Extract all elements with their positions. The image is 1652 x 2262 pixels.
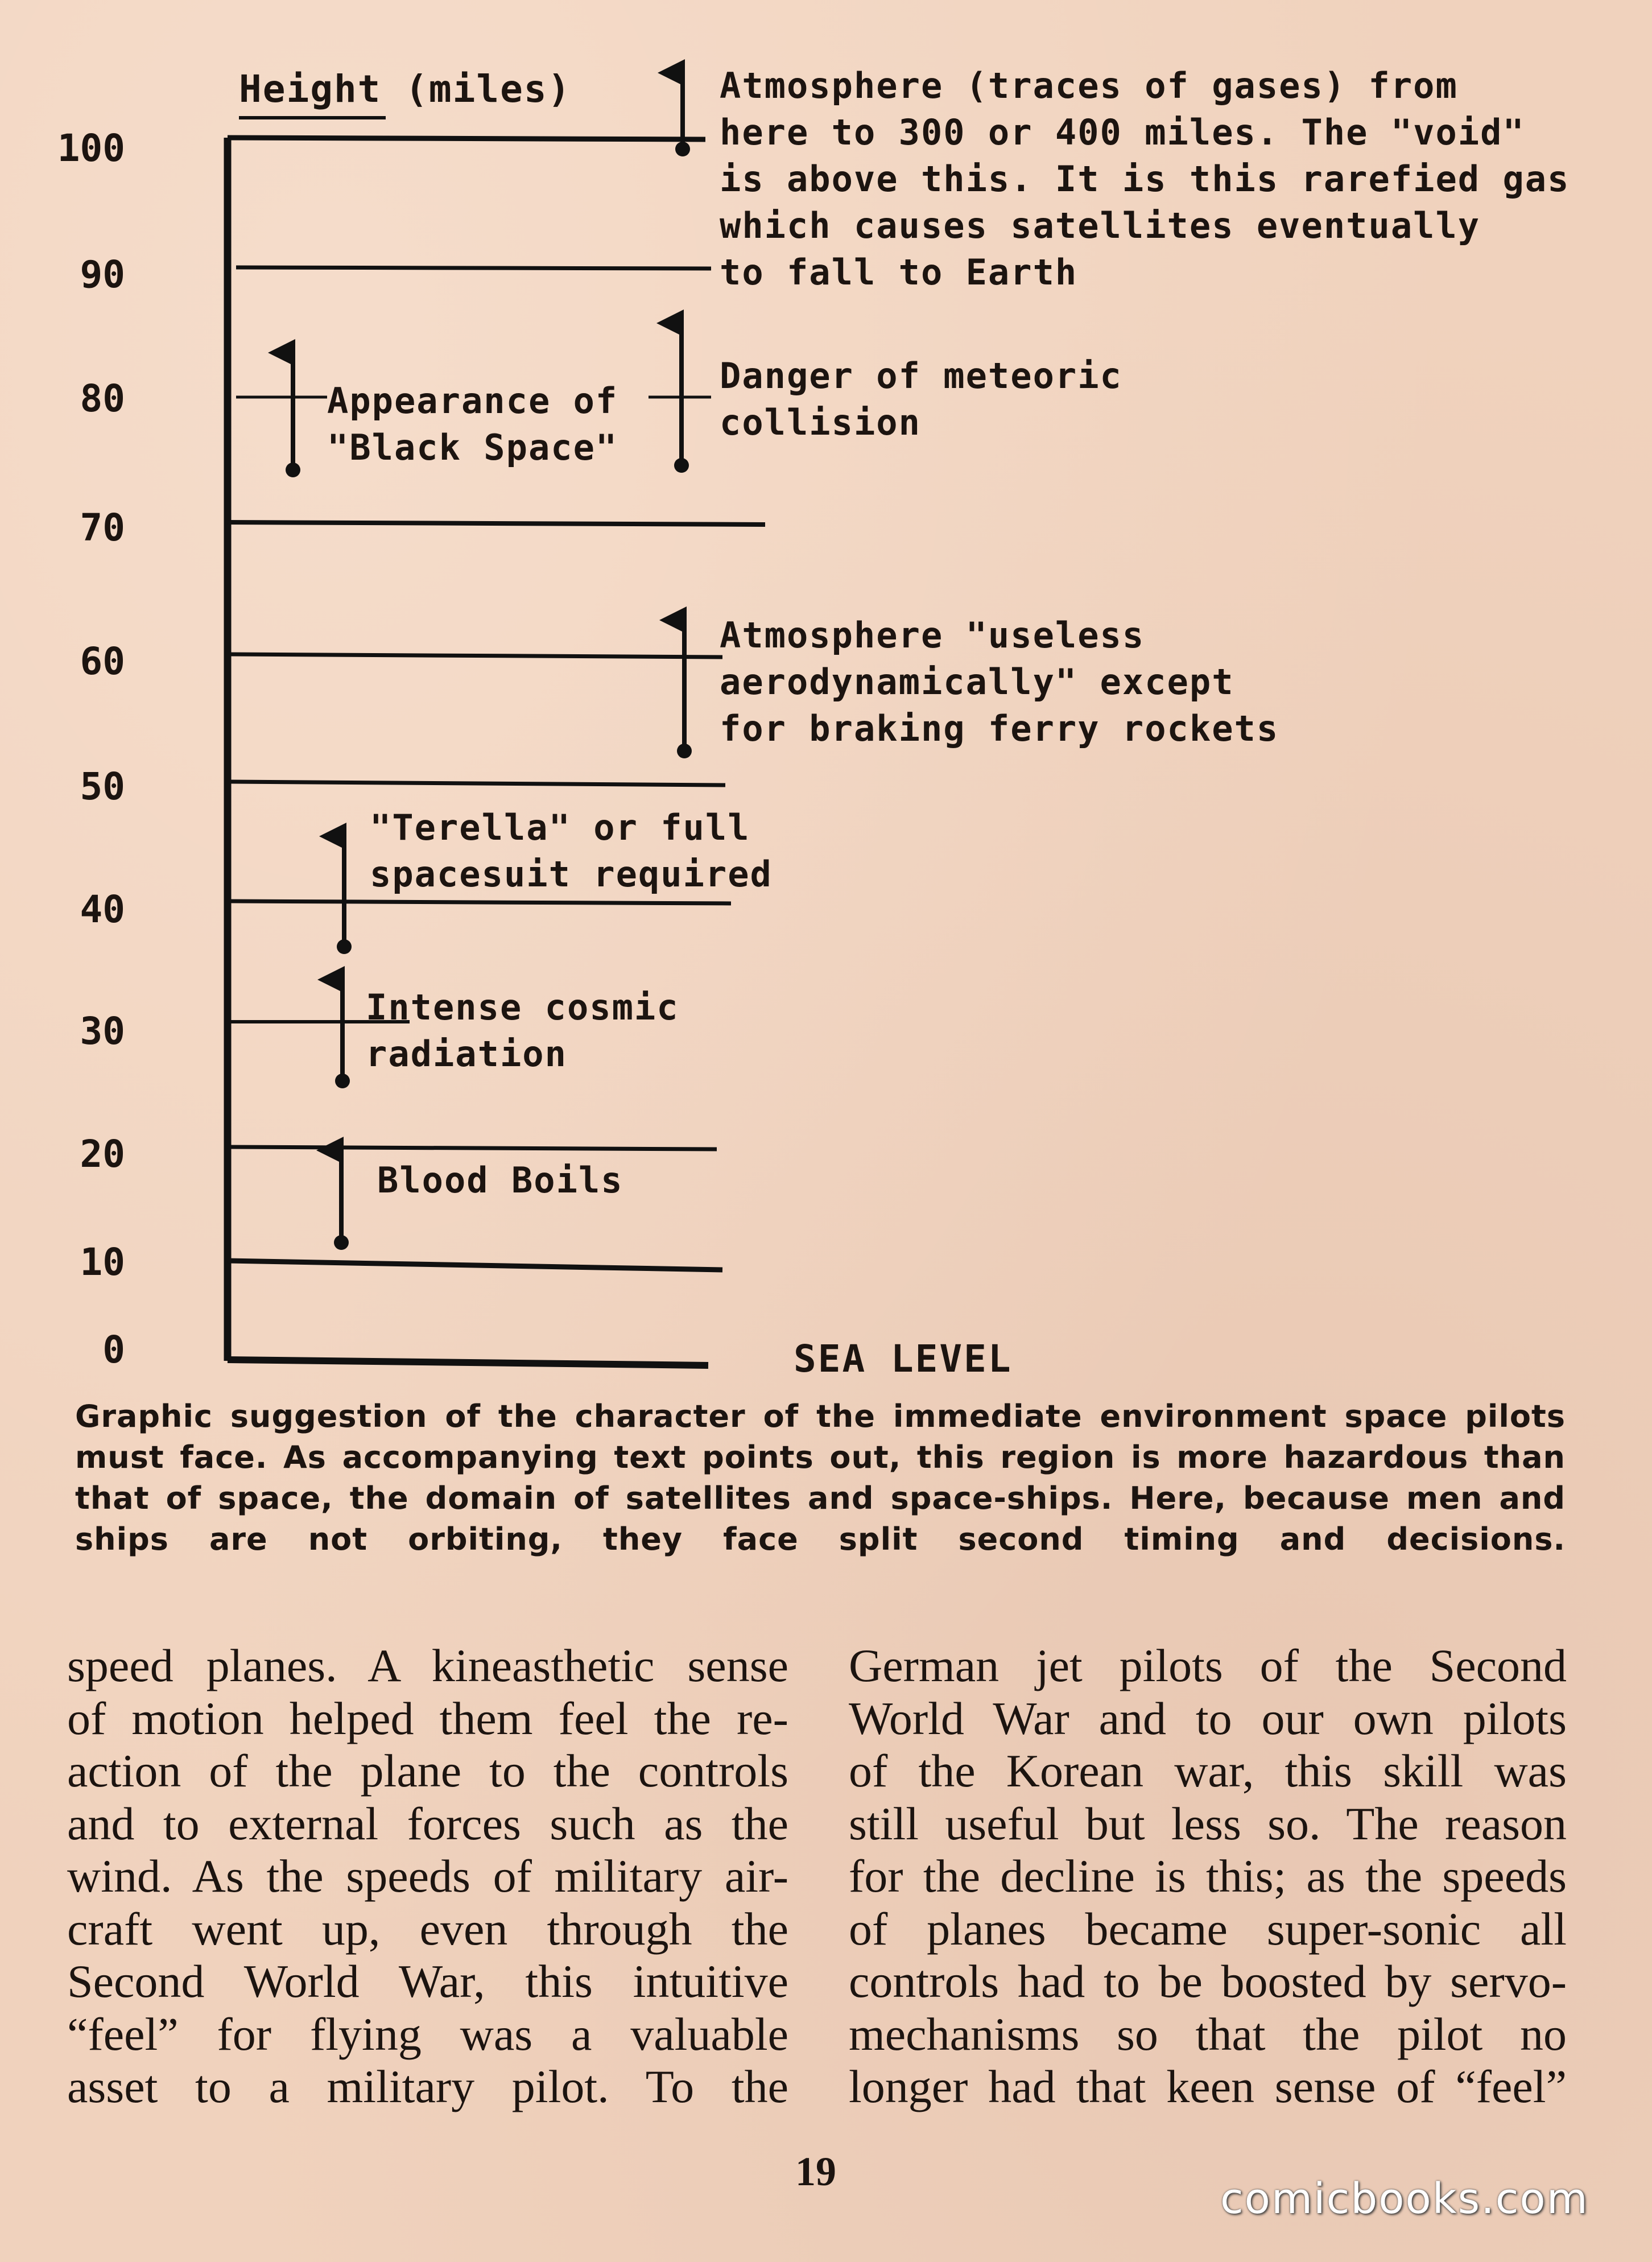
page-number: 19 xyxy=(795,2149,836,2194)
zone-label-line: collision xyxy=(720,402,921,443)
zone-label-line: is above this. It is this rarefied gas xyxy=(720,158,1570,200)
zone-label-line: which causes satellites eventually xyxy=(720,205,1481,246)
zone-label-line: radiation xyxy=(366,1033,567,1075)
tick-label-60: 60 xyxy=(80,639,125,683)
body-column-left xyxy=(67,1640,788,2114)
zone-label-blood-boils xyxy=(377,1157,623,1204)
axis-title: Height (miles) xyxy=(239,67,572,111)
arrow-dot xyxy=(334,1235,349,1250)
body-line: of motion helped them feel the re- xyxy=(67,1692,788,1744)
body-line: controls had to be boosted by servo- xyxy=(849,1955,1567,2007)
level-line-90 xyxy=(236,267,711,269)
tick-label-10: 10 xyxy=(80,1240,125,1284)
level-line-100 xyxy=(228,138,705,139)
body-line: World War and to our own pilots xyxy=(849,1692,1567,1744)
watermark-logo: comicbooks.com xyxy=(1220,2174,1589,2223)
zone-label-terella xyxy=(370,804,773,898)
level-line-20 xyxy=(228,1147,717,1149)
zone-label-meteoric xyxy=(720,353,1122,446)
level-line-0 xyxy=(228,1360,708,1365)
level-line-60 xyxy=(230,654,722,657)
arrow-dot xyxy=(337,939,352,954)
arrow-dot xyxy=(674,458,689,473)
tick-label-90: 90 xyxy=(80,253,125,296)
zone-label-line: Atmosphere "useless xyxy=(720,614,1145,656)
zone-label-line: aerodynamically" except xyxy=(720,661,1234,703)
body-line: wind. As the speeds of military air- xyxy=(67,1850,788,1902)
body-line: asset to a military pilot. To the xyxy=(67,2061,788,2112)
body-line: longer had that keen sense of “feel” xyxy=(849,2061,1567,2112)
tick-label-50: 50 xyxy=(80,765,125,808)
arrow-dot xyxy=(286,463,300,477)
level-line-40 xyxy=(230,901,731,903)
body-line: and to external forces such as the xyxy=(67,1797,788,1850)
body-line: “feel” for flying was a valuable xyxy=(67,2008,788,2060)
zone-label-line: Blood Boils xyxy=(377,1159,623,1201)
zone-label-line: Appearance of xyxy=(327,380,618,422)
tick-label-40: 40 xyxy=(80,888,125,931)
body-line: action of the plane to the controls xyxy=(67,1745,788,1797)
tick-label-20: 20 xyxy=(80,1132,125,1176)
body-line: Second World War, this intuitive xyxy=(67,1955,788,2007)
tick-label-0: 0 xyxy=(102,1328,125,1372)
zone-label-line: Intense cosmic xyxy=(366,986,679,1028)
sea-level-label: SEA LEVEL xyxy=(794,1337,1013,1381)
body-line: still useful but less so. The reason xyxy=(849,1797,1567,1850)
figure-caption: Graphic suggestion of the character of the immediate environment space pilots must face. As accompanying text points out, this region is more hazardous than that of space, the domain of satellites and space-ships. Here, because men and ships are not orbiting, they face split second timing and decisions. xyxy=(75,1398,1566,1557)
body-line: craft went up, even through the xyxy=(67,1902,788,1955)
level-line-50 xyxy=(230,782,725,785)
body-line: of planes became super-sonic all xyxy=(849,1902,1567,1955)
zone-label-line: Atmosphere (traces of gases) from xyxy=(720,65,1458,106)
level-line-70 xyxy=(228,522,765,525)
body-line: of the Korean war, this skill was xyxy=(849,1745,1567,1797)
zone-label-line: spacesuit required xyxy=(370,853,773,895)
tick-label-80: 80 xyxy=(80,377,125,420)
body-line: mechanisms so that the pilot no xyxy=(849,2008,1567,2060)
zone-label-line: Danger of meteoric xyxy=(720,355,1122,397)
zone-label-line: "Terella" or full xyxy=(370,807,750,848)
zone-label-atmosphere-traces xyxy=(720,63,1570,296)
tick-label-30: 30 xyxy=(80,1009,125,1053)
body-line: speed planes. A kineasthetic sense xyxy=(67,1640,788,1691)
zone-label-cosmic-radiation xyxy=(366,984,679,1078)
level-line-10 xyxy=(228,1261,722,1270)
tick-label-100: 100 xyxy=(57,126,125,170)
zone-label-black-space xyxy=(327,378,618,471)
arrow-dot xyxy=(335,1074,350,1088)
body-column-right xyxy=(849,1640,1567,2114)
arrow-dot xyxy=(675,142,690,156)
body-line: for the decline is this; as the speeds xyxy=(849,1850,1567,1902)
zone-label-useless-aero xyxy=(720,612,1279,752)
arrow-dot xyxy=(677,744,692,758)
zone-label-line: "Black Space" xyxy=(327,427,618,468)
zone-label-line: to fall to Earth xyxy=(720,251,1078,293)
tick-label-70: 70 xyxy=(80,506,125,550)
zone-label-line: here to 300 or 400 miles. The "void" xyxy=(720,112,1525,153)
body-line: German jet pilots of the Second xyxy=(849,1640,1567,1691)
zone-label-line: for braking ferry rockets xyxy=(720,708,1279,749)
